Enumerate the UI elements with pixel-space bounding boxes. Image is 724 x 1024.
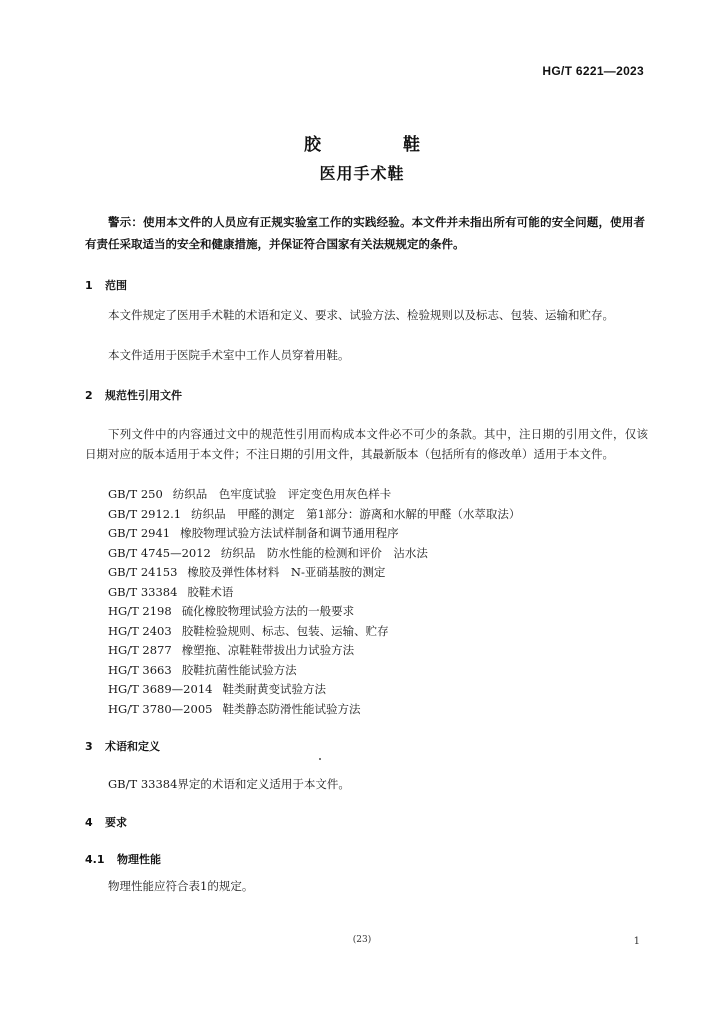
reference-code: GB/T 33384 xyxy=(108,584,178,599)
reference-item xyxy=(108,641,520,661)
reference-code: HG/T 3689—2014 xyxy=(108,682,213,696)
section-number: 1 xyxy=(85,279,93,292)
section-title: 要求 xyxy=(105,816,127,829)
reference-item xyxy=(108,661,520,681)
reference-item xyxy=(108,563,520,583)
section-number: 3 xyxy=(85,740,93,753)
terms-paragraph: GB/T 33384界定的术语和定义适用于本文件。 xyxy=(108,777,350,791)
section-number: 4 xyxy=(85,816,93,829)
reference-item xyxy=(108,505,520,525)
subsection-4-1-heading xyxy=(85,851,161,867)
section-title: 术语和定义 xyxy=(105,740,160,753)
reference-item xyxy=(108,485,520,505)
reference-title: 纺织品 防水性能的检测和评价 沾水法 xyxy=(220,545,428,560)
reference-title: 硫化橡胶物理试验方法的一般要求 xyxy=(181,604,355,618)
reference-title: 鞋类耐黄变试验方法 xyxy=(222,682,326,696)
reference-title: 橡塑拖、凉鞋鞋带拔出力试验方法 xyxy=(181,643,355,657)
reference-title: 鞋类静态防滑性能试验方法 xyxy=(222,701,361,716)
reference-title: 胶鞋检验规则、标志、包装、运输、贮存 xyxy=(181,623,389,638)
document-subtitle: 医用手术鞋 xyxy=(319,164,405,183)
page-number: 1 xyxy=(633,936,640,947)
reference-list xyxy=(108,485,520,719)
reference-title: 胶鞋抗菌性能试验方法 xyxy=(181,662,297,677)
scan-speck xyxy=(319,758,321,760)
scope-paragraph-1: 本文件规定了医用手术鞋的术语和定义、要求、试验方法、检验规则以及标志、包装、运输和贮存。 xyxy=(108,308,614,322)
reference-code: GB/T 2941 xyxy=(108,526,171,540)
section-1-heading xyxy=(85,277,127,293)
subsection-title: 物理性能 xyxy=(117,853,161,866)
reference-code: GB/T 4745—2012 xyxy=(108,545,211,560)
reference-item xyxy=(108,524,520,544)
section-number: 2 xyxy=(85,389,93,402)
reference-title: 橡胶及弹性体材料 N-亚硝基胺的测定 xyxy=(187,565,386,579)
section-title: 范围 xyxy=(105,279,127,292)
reference-title: 纺织品 甲醛的测定 第1部分：游离和水解的甲醛（水萃取法） xyxy=(191,506,521,521)
section-title: 规范性引用文件 xyxy=(105,389,182,402)
reference-item xyxy=(108,544,520,564)
document-title: 胶 鞋 xyxy=(304,135,458,155)
section-2-heading xyxy=(85,387,182,403)
reference-item xyxy=(108,622,520,642)
reference-code: GB/T 250 xyxy=(108,487,163,501)
reference-title: 纺织品 色牢度试验 评定变色用灰色样卡 xyxy=(172,487,392,501)
reference-code: HG/T 3663 xyxy=(108,662,172,677)
scope-paragraph-2: 本文件适用于医院手术室中工作人员穿着用鞋。 xyxy=(108,348,350,362)
safety-warning: 警示：使用本文件的人员应有正规实验室工作的实践经验。本文件并未指出所有可能的安全问题，使用者有责任采取适当的安全和健康措施，并保证符合国家有关法规规定的条件。 xyxy=(85,215,645,251)
reference-code: GB/T 24153 xyxy=(108,565,178,579)
section-4-heading xyxy=(85,814,127,830)
reference-title: 橡胶物理试验方法试样制备和调节通用程序 xyxy=(180,526,399,540)
reference-code: HG/T 3780—2005 xyxy=(108,701,213,716)
subsection-number: 4.1 xyxy=(85,853,105,866)
reference-code: HG/T 2198 xyxy=(108,604,172,618)
reference-code: GB/T 2912.1 xyxy=(108,506,182,521)
standard-number: HG/T 6221—2023 xyxy=(542,64,644,78)
reference-item xyxy=(108,602,520,622)
reference-item xyxy=(108,700,520,720)
section-3-heading xyxy=(85,738,160,754)
reference-title: 胶鞋术语 xyxy=(187,584,234,599)
reference-code: HG/T 2877 xyxy=(108,643,172,657)
reference-item xyxy=(108,583,520,603)
reference-item xyxy=(108,680,520,700)
references-intro: 下列文件中的内容通过文中的规范性引用而构成本文件必不可少的条款。其中，注日期的引用文件，仅该日期对应的版本适用于本文件；不注日期的引用文件，其最新版本（包括所有的修改单）适用于本文件。 xyxy=(85,427,648,461)
page-label: (23) xyxy=(352,935,372,945)
physical-properties-paragraph: 物理性能应符合表1的规定。 xyxy=(108,879,254,893)
reference-code: HG/T 2403 xyxy=(108,623,172,638)
